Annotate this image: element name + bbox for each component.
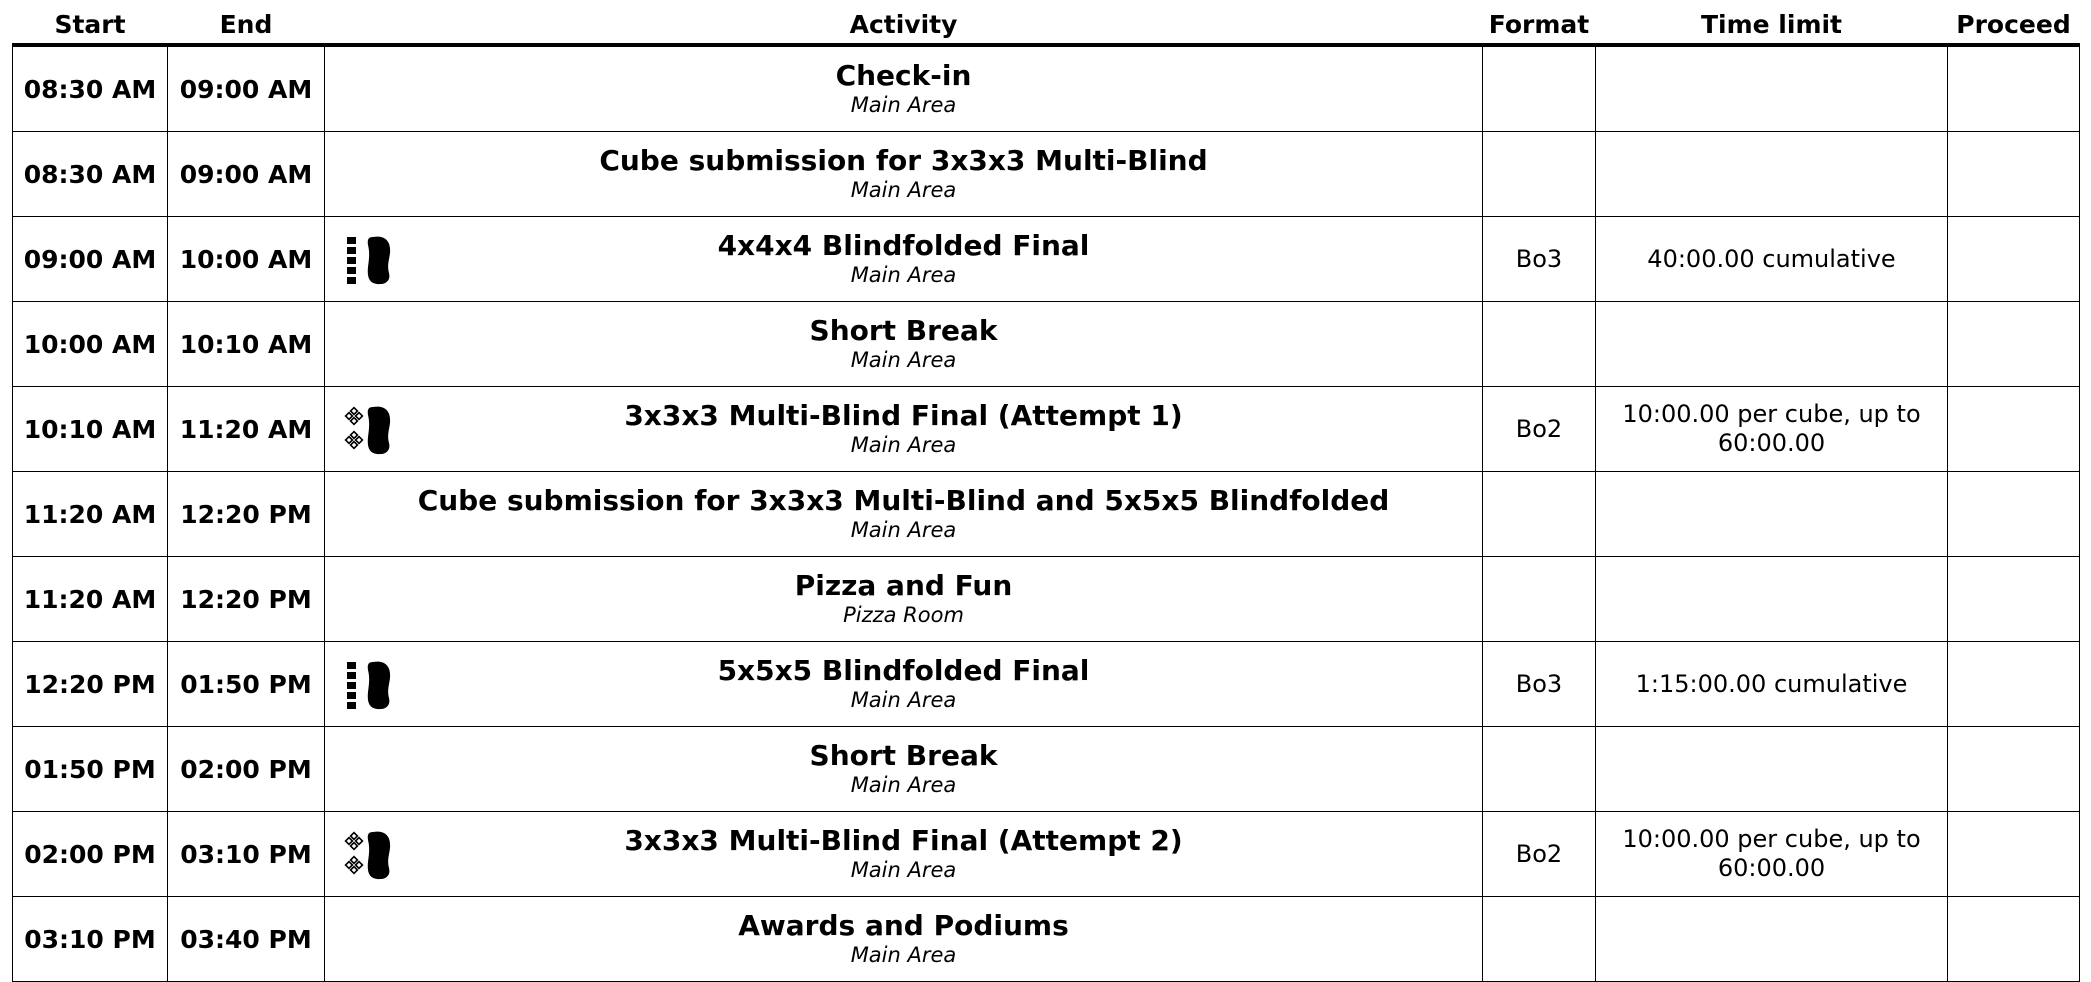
activity-room: Main Area bbox=[850, 688, 957, 712]
4x4x4-blindfolded-icon bbox=[343, 233, 395, 285]
activity-title: Pizza and Fun bbox=[794, 569, 1013, 602]
time-limit-cell bbox=[1596, 472, 1948, 557]
activity-title: Check-in bbox=[835, 59, 972, 92]
proceed-cell bbox=[1948, 132, 2080, 217]
end-time: 02:00 PM bbox=[168, 727, 325, 812]
time-limit-cell: 10:00.00 per cube, up to 60:00.00 bbox=[1596, 387, 1948, 472]
format-cell bbox=[1483, 302, 1596, 387]
proceed-cell bbox=[1948, 217, 2080, 302]
proceed-cell bbox=[1948, 472, 2080, 557]
header-format: Format bbox=[1483, 5, 1596, 45]
activity-cell bbox=[325, 217, 1483, 302]
proceed-cell bbox=[1948, 812, 2080, 897]
activity-room: Main Area bbox=[850, 943, 957, 967]
5x5x5-blindfolded-icon bbox=[343, 658, 395, 710]
end-time: 03:10 PM bbox=[168, 812, 325, 897]
activity-room: Main Area bbox=[850, 178, 957, 202]
activity-room: Main Area bbox=[850, 348, 957, 372]
schedule-row bbox=[13, 217, 2080, 302]
format-cell: Bo2 bbox=[1483, 387, 1596, 472]
activity-title: Cube submission for 3x3x3 Multi-Blind and 5x5x5 Blindfolded bbox=[417, 484, 1390, 517]
start-time: 01:50 PM bbox=[13, 727, 168, 812]
end-time: 09:00 AM bbox=[168, 132, 325, 217]
proceed-cell bbox=[1948, 642, 2080, 727]
time-limit-cell bbox=[1596, 302, 1948, 387]
time-limit-cell: 40:00.00 cumulative bbox=[1596, 217, 1948, 302]
header-start: Start bbox=[13, 5, 168, 45]
proceed-cell bbox=[1948, 897, 2080, 982]
time-limit-cell bbox=[1596, 727, 1948, 812]
activity-title: 3x3x3 Multi-Blind Final (Attempt 2) bbox=[624, 824, 1183, 857]
activity-cell bbox=[325, 472, 1483, 557]
activity-room: Main Area bbox=[850, 773, 957, 797]
time-limit-cell bbox=[1596, 132, 1948, 217]
format-cell bbox=[1483, 132, 1596, 217]
header-time-limit: Time limit bbox=[1596, 5, 1948, 45]
activity-cell bbox=[325, 302, 1483, 387]
schedule-table bbox=[12, 5, 2080, 982]
activity-room: Main Area bbox=[850, 858, 957, 882]
proceed-cell bbox=[1948, 387, 2080, 472]
activity-title: 4x4x4 Blindfolded Final bbox=[717, 229, 1090, 262]
header-end: End bbox=[168, 5, 325, 45]
start-time: 08:30 AM bbox=[13, 132, 168, 217]
start-time: 09:00 AM bbox=[13, 217, 168, 302]
activity-title: Awards and Podiums bbox=[738, 909, 1069, 942]
end-time: 10:10 AM bbox=[168, 302, 325, 387]
activity-room: Main Area bbox=[850, 433, 957, 457]
activity-cell bbox=[325, 642, 1483, 727]
format-cell bbox=[1483, 897, 1596, 982]
start-time: 10:10 AM bbox=[13, 387, 168, 472]
activity-title: 5x5x5 Blindfolded Final bbox=[717, 654, 1090, 687]
format-cell bbox=[1483, 727, 1596, 812]
schedule-row bbox=[13, 387, 2080, 472]
multi-blind-icon bbox=[343, 403, 395, 455]
activity-cell bbox=[325, 812, 1483, 897]
schedule-row bbox=[13, 132, 2080, 217]
activity-cell bbox=[325, 132, 1483, 217]
format-cell: Bo3 bbox=[1483, 642, 1596, 727]
start-time: 03:10 PM bbox=[13, 897, 168, 982]
activity-title: Short Break bbox=[809, 314, 998, 347]
end-time: 03:40 PM bbox=[168, 897, 325, 982]
end-time: 01:50 PM bbox=[168, 642, 325, 727]
schedule-row bbox=[13, 302, 2080, 387]
header-activity: Activity bbox=[325, 5, 1483, 45]
format-cell bbox=[1483, 45, 1596, 132]
time-limit-cell: 10:00.00 per cube, up to 60:00.00 bbox=[1596, 812, 1948, 897]
schedule-row bbox=[13, 812, 2080, 897]
activity-room: Pizza Room bbox=[843, 603, 964, 627]
proceed-cell bbox=[1948, 302, 2080, 387]
end-time: 12:20 PM bbox=[168, 472, 325, 557]
start-time: 11:20 AM bbox=[13, 472, 168, 557]
schedule-header bbox=[13, 5, 2080, 45]
start-time: 12:20 PM bbox=[13, 642, 168, 727]
activity-cell bbox=[325, 387, 1483, 472]
schedule-row bbox=[13, 45, 2080, 132]
start-time: 02:00 PM bbox=[13, 812, 168, 897]
format-cell bbox=[1483, 557, 1596, 642]
end-time: 10:00 AM bbox=[168, 217, 325, 302]
activity-title: Short Break bbox=[809, 739, 998, 772]
schedule-row bbox=[13, 727, 2080, 812]
proceed-cell bbox=[1948, 45, 2080, 132]
activity-cell bbox=[325, 897, 1483, 982]
activity-title: 3x3x3 Multi-Blind Final (Attempt 1) bbox=[624, 399, 1183, 432]
schedule-body bbox=[13, 45, 2080, 982]
format-cell bbox=[1483, 472, 1596, 557]
start-time: 10:00 AM bbox=[13, 302, 168, 387]
proceed-cell bbox=[1948, 727, 2080, 812]
start-time: 11:20 AM bbox=[13, 557, 168, 642]
format-cell: Bo3 bbox=[1483, 217, 1596, 302]
time-limit-cell bbox=[1596, 557, 1948, 642]
activity-cell bbox=[325, 727, 1483, 812]
end-time: 12:20 PM bbox=[168, 557, 325, 642]
schedule-row bbox=[13, 897, 2080, 982]
end-time: 11:20 AM bbox=[168, 387, 325, 472]
header-proceed: Proceed bbox=[1948, 5, 2080, 45]
activity-cell bbox=[325, 557, 1483, 642]
header-row bbox=[13, 5, 2080, 45]
activity-cell bbox=[325, 45, 1483, 132]
multi-blind-icon bbox=[343, 828, 395, 880]
schedule-row bbox=[13, 472, 2080, 557]
end-time: 09:00 AM bbox=[168, 45, 325, 132]
activity-room: Main Area bbox=[850, 263, 957, 287]
activity-title: Cube submission for 3x3x3 Multi-Blind bbox=[599, 144, 1208, 177]
format-cell: Bo2 bbox=[1483, 812, 1596, 897]
activity-room: Main Area bbox=[850, 93, 957, 117]
time-limit-cell bbox=[1596, 897, 1948, 982]
schedule-row bbox=[13, 557, 2080, 642]
proceed-cell bbox=[1948, 557, 2080, 642]
start-time: 08:30 AM bbox=[13, 45, 168, 132]
schedule-row bbox=[13, 642, 2080, 727]
time-limit-cell: 1:15:00.00 cumulative bbox=[1596, 642, 1948, 727]
activity-room: Main Area bbox=[850, 518, 957, 542]
time-limit-cell bbox=[1596, 45, 1948, 132]
